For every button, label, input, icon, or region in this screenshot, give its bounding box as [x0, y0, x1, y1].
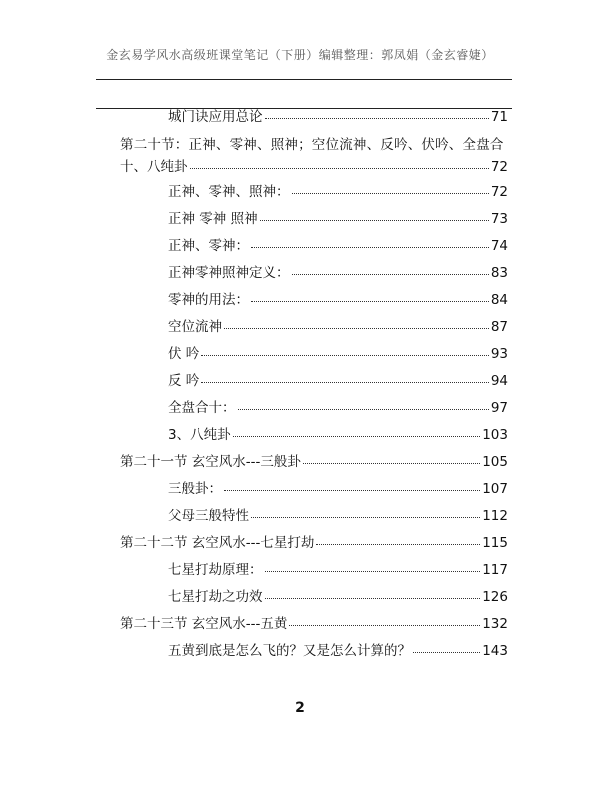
- toc-entry[interactable]: [168, 291, 508, 309]
- toc-entry-page: 97: [490, 400, 508, 416]
- toc-leader-dots: [201, 345, 489, 356]
- toc-entry[interactable]: [168, 399, 508, 417]
- toc-leader-dots: [233, 426, 481, 437]
- toc-entry-page: 117: [482, 562, 508, 578]
- toc-entry-title: 正神零神照神定义：: [168, 265, 290, 281]
- toc-leader-dots: [251, 291, 489, 302]
- toc-leader-dots: [260, 210, 489, 221]
- toc-entry[interactable]: [168, 426, 508, 444]
- toc-entry[interactable]: [168, 372, 508, 390]
- toc-entry[interactable]: [168, 264, 508, 282]
- toc-leader-dots: [316, 534, 480, 545]
- toc-entry[interactable]: [168, 210, 508, 228]
- toc-entry-title: 三般卦：: [168, 481, 222, 497]
- toc-leader-dots: [292, 183, 489, 194]
- toc-entry-title-line1[interactable]: 第二十节：正神、零神、照神；空位流神、反吟、伏吟、全盘合: [120, 137, 504, 153]
- running-header: 金玄易学风水高级班课堂笔记（下册）编辑整理：郭凤娟（金玄睿婕）: [106, 48, 494, 62]
- toc-entry-page: 132: [482, 616, 508, 632]
- toc-entry-page: 93: [490, 346, 508, 362]
- toc-entry-title: 零神的用法：: [168, 292, 249, 308]
- toc-entry-title: 城门诀应用总论: [168, 109, 263, 125]
- toc-entry-title: 3、八纯卦: [168, 427, 231, 443]
- toc-entry-title: 十、八纯卦: [120, 159, 188, 175]
- toc-leader-dots: [265, 108, 489, 119]
- toc-entry-page: 115: [482, 535, 508, 551]
- toc-entry-title: 正神 零神 照神: [168, 211, 258, 227]
- toc-entry-title: 空位流神: [168, 319, 222, 335]
- toc-leader-dots: [289, 615, 480, 626]
- toc-entry-title: 父母三般特性: [168, 508, 249, 524]
- toc-leader-dots: [292, 264, 489, 275]
- toc-entry-page: 103: [482, 427, 508, 443]
- toc-entry[interactable]: [120, 158, 508, 176]
- header-rule-top: [96, 79, 512, 80]
- toc-leader-dots: [413, 642, 480, 653]
- toc-entry-page: 83: [490, 265, 508, 281]
- toc-entry-title: 七星打劫之功效: [168, 589, 263, 605]
- toc-entry-page: 87: [490, 319, 508, 335]
- toc-entry-title: 正神、零神、照神：: [168, 184, 290, 200]
- toc-entry[interactable]: [168, 561, 508, 579]
- toc-entry[interactable]: [168, 183, 508, 201]
- toc-entry-title: 第二十三节 玄空风水---五黄: [120, 616, 288, 632]
- toc-entry-title: 全盘合十：: [168, 400, 236, 416]
- toc-leader-dots: [265, 588, 481, 599]
- page-number: 2: [295, 700, 305, 716]
- toc-leader-dots: [201, 372, 489, 383]
- toc-entry-title: 七星打劫原理：: [168, 562, 263, 578]
- toc-entry[interactable]: [168, 237, 508, 255]
- toc-entry-title: 反 吟: [168, 373, 200, 389]
- toc-entry-page: 105: [482, 454, 508, 470]
- toc-entry-title: 第二十二节 玄空风水---七星打劫: [120, 535, 315, 551]
- toc-entry[interactable]: [168, 642, 508, 660]
- toc-entry-page: 73: [490, 211, 508, 227]
- toc-entry-page: 126: [482, 589, 508, 605]
- toc-entry[interactable]: [168, 345, 508, 363]
- toc-entry-page: 72: [490, 159, 508, 175]
- toc-entry[interactable]: [120, 534, 508, 552]
- toc-leader-dots: [251, 507, 480, 518]
- toc-entry-page: 74: [490, 238, 508, 254]
- toc-entry-page: 72: [490, 184, 508, 200]
- toc-entry[interactable]: [168, 507, 508, 525]
- toc-entry[interactable]: [168, 588, 508, 606]
- toc-entry-page: 94: [490, 373, 508, 389]
- toc-leader-dots: [224, 318, 489, 329]
- toc-entry-title: 正神、零神：: [168, 238, 249, 254]
- toc-leader-dots: [251, 237, 489, 248]
- toc-leader-dots: [303, 453, 480, 464]
- toc-entry[interactable]: [168, 318, 508, 336]
- toc-entry-page: 143: [482, 643, 508, 659]
- toc-entry-page: 71: [490, 109, 508, 125]
- toc-entry[interactable]: [168, 108, 508, 126]
- toc-leader-dots: [190, 158, 489, 169]
- toc-entry[interactable]: [168, 480, 508, 498]
- toc-entry-title: 伏 吟: [168, 346, 200, 362]
- toc-entry-page: 84: [490, 292, 508, 308]
- toc-leader-dots: [265, 561, 481, 572]
- toc-entry-title: 五黄到底是怎么飞的？又是怎么计算的？: [168, 643, 411, 659]
- toc-entry-title: 第二十一节 玄空风水---三般卦: [120, 454, 301, 470]
- toc-entry-page: 112: [482, 508, 508, 524]
- toc-entry[interactable]: [120, 453, 508, 471]
- toc-leader-dots: [224, 480, 480, 491]
- toc-entry[interactable]: [120, 615, 508, 633]
- toc-leader-dots: [238, 399, 489, 410]
- toc-entry-page: 107: [482, 481, 508, 497]
